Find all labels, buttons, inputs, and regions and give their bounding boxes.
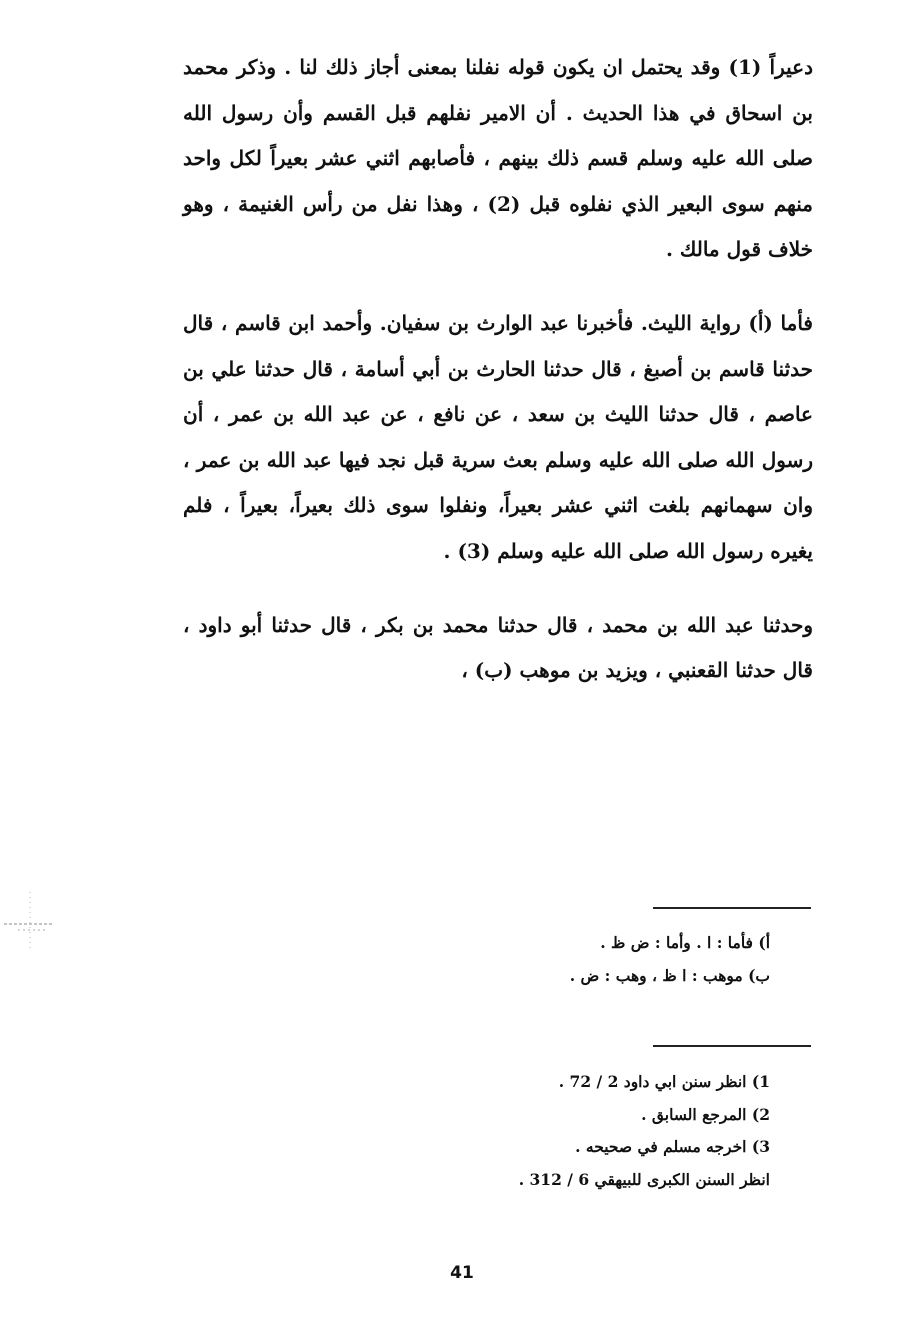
reference-note-3-continued: انظر السنن الكبرى للبيهقي 6 / 312 . — [518, 1169, 770, 1189]
footnote-divider-variants — [653, 907, 811, 909]
paragraph-1: دعيراً (1) وقد يحتمل ان يكون قوله نفلنا بمعنى أجاز ذلك لنا . وذكر محمد بن اسحاق في هذا الحديث . أن الامير نفلهم قبل القسم وأن رسول الله صلى الله عليه وسلم قسم ذلك بينهم ، فأصابهم اثني عشر بعيراً لكل واحد منهم سوى البعير الذي نفلوه قبل (2) ، وهذا نفل من رأس الغنيمة ، وهو خلاف قول مالك . — [183, 55, 813, 262]
variant-note-a: أ) فأما : ا . وأما : ض ظ . — [600, 933, 770, 952]
reference-notes — [310, 1066, 770, 1196]
reference-note-1: 1) انظر سنن ابي داود 2 / 72 . — [558, 1072, 770, 1091]
main-text-block — [183, 45, 813, 694]
paragraph-3: وحدثنا عبد الله بن محمد ، قال حدثنا محمد بن بكر ، قال حدثنا أبو داود ، قال حدثنا القعنبي ، ويزيد بن موهب (ب) ، — [183, 612, 813, 683]
paragraph-2: فأما (أ) رواية الليث. فأخبرنا عبد الوارث بن سفيان. وأحمد ابن قاسم ، قال حدثنا قاسم بن أصبغ ، قال حدثنا الحارث بن أبي أسامة ، قال حدثنا علي بن عاصم ، قال حدثنا الليث بن سعد ، عن نافع ، عن عبد الله بن عمر ، أن رسول الله صلى الله عليه وسلم بعث سرية قبل نجد فيها عبد الله بن عمر ، وان سهمانهم بلغت اثني عشر بعيراً، ونفلوا سوى ذلك بعيراً، بعيراً ، فلم يغيره رسول الله صلى الله عليه وسلم (3) . — [183, 310, 813, 563]
reference-note-2: 2) المرجع السابق . — [641, 1104, 770, 1124]
footnote-divider-references — [653, 1045, 811, 1047]
margin-scan-marks — [0, 890, 60, 950]
variant-notes — [350, 927, 770, 992]
reference-note-3: 3) اخرجه مسلم في صحيحه . — [575, 1137, 770, 1156]
variant-note-b: ب) موهب : ا ظ ، وهب : ض . — [569, 965, 770, 985]
page-number: 41 — [450, 1263, 474, 1283]
